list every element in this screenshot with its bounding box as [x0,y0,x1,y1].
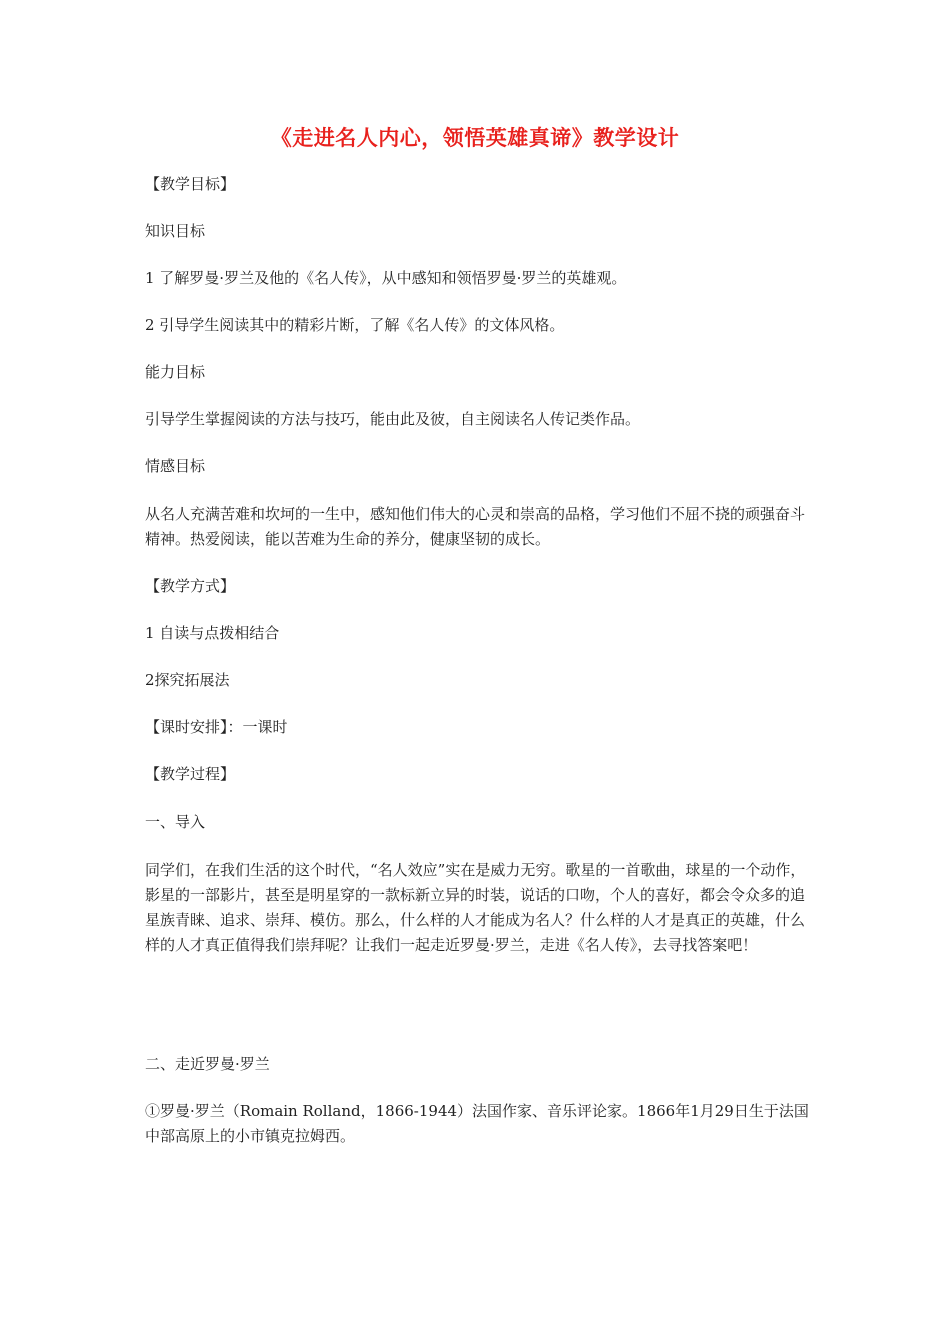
subheading-introduction: 一、导入 [145,813,206,831]
teaching-method-1: 1 自读与点拨相结合 [145,624,280,642]
section-heading-teaching-process: 【教学过程】 [145,765,236,783]
teaching-method-2: 2探究拓展法 [145,671,230,689]
knowledge-goal-2: 2 引导学生阅读其中的精彩片断，了解《名人传》的文体风格。 [145,316,565,334]
subheading-knowledge-goals: 知识目标 [145,222,206,240]
section-heading-teaching-goals: 【教学目标】 [145,175,236,193]
section-heading-teaching-methods: 【教学方式】 [145,577,236,595]
emotion-goal-text: 从名人充满苦难和坎坷的一生中，感知他们伟大的心灵和崇高的品格，学习他们不屈不挠的顽强奋斗精神。热爱阅读，能以苦难为生命的养分，健康坚韧的成长。 [145,505,806,548]
subheading-emotion-goals: 情感目标 [145,457,206,475]
section-heading-schedule: 【课时安排】：一课时 [145,718,288,736]
introduction-text: 同学们，在我们生活的这个时代，“名人效应”实在是威力无穷。歌星的一首歌曲，球星的一个动作，影星的一部影片，甚至是明星穿的一款标新立异的时装，说话的口吻，个人的喜好，都会令众多的追星族青睐、追求、崇拜、模仿。那么，什么样的人才能成为名人？什么样的人才是真正的英雄，什么样的人才真正值得我们崇拜呢？让我们一起走近罗曼·罗兰，走进《名人传》，去寻找答案吧！ [145,861,806,954]
romain-rolland-bio: ①罗曼·罗兰（Romain Rolland，1866-1944）法国作家、音乐评论家。1866年1月29日生于法国中部高原上的小市镇克拉姆西。 [145,1102,809,1145]
subheading-ability-goals: 能力目标 [145,363,206,381]
knowledge-goal-1: 1 了解罗曼·罗兰及他的《名人传》，从中感知和领悟罗曼·罗兰的英雄观。 [145,269,627,287]
ability-goal-text: 引导学生掌握阅读的方法与技巧，能由此及彼，自主阅读名人传记类作品。 [145,410,641,428]
subheading-approach-romain-rolland: 二、走近罗曼·罗兰 [145,1055,270,1073]
document-title: 《走进名人内心，领悟英雄真谛》教学设计 [270,126,680,150]
